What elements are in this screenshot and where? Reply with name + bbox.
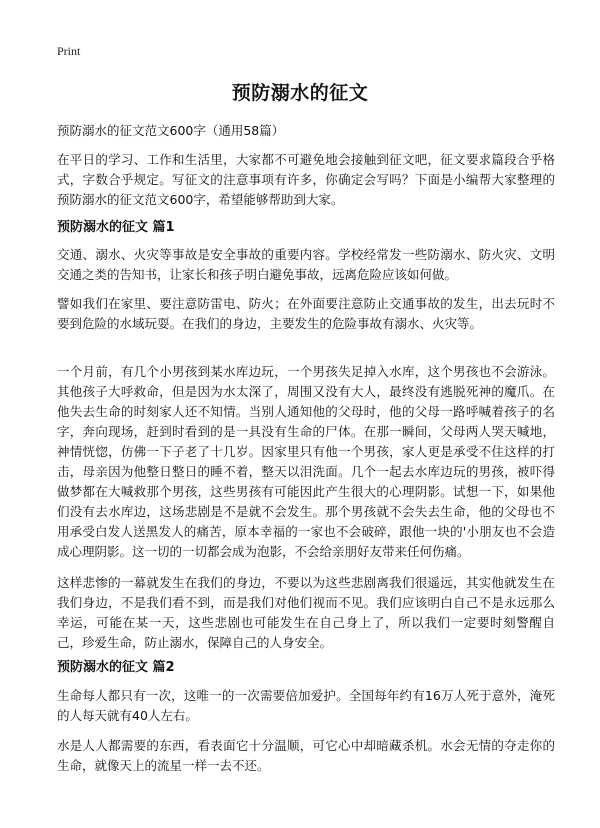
print-link[interactable]: Print <box>57 44 81 58</box>
section-1-paragraph-2: 譬如我们在家里、要注意防雷电、防火；在外面要注意防止交通事故的发生，出去玩时不要到危险的水域玩耍。在我们的身边，主要发生的危险事故有溺水、火灾等。 <box>57 296 555 331</box>
intro-paragraph: 在平日的学习、工作和生活里，大家都不可避免地会接触到征文吧，征文要求篇段合乎格式，字数合乎规定。写征文的注意事项有许多，你确定会写吗？下面是小编帮大家整理的预防溺水的征文范文600字，希望能够帮助到大家。 <box>57 152 555 207</box>
article-subtitle: 预防溺水的征文范文600字（通用58篇） <box>57 123 285 138</box>
section-1-paragraph-4: 这样悲惨的一幕就发生在我们的身边，不要以为这些悲剧离我们很遥远，其实他就发生在我们身边，不是我们看不到，而是我们对他们视而不见。我们应该明白自己不是永远那么幸运，可能在某一天，这些悲剧也可能发生在自己身上了，所以我们一定要时刻警醒自己，珍爱生命，防止溺水，保障自己的人身安全。 <box>57 575 555 650</box>
page-title: 预防溺水的征文 <box>231 82 369 104</box>
section-heading-1: 预防溺水的征文 篇1 <box>57 220 175 235</box>
section-heading-2: 预防溺水的征文 篇2 <box>57 660 175 675</box>
section-1-paragraph-3: 一个月前，有几个小男孩到某水库边玩，一个男孩失足掉入水库，这个男孩也不会游泳。其他孩子大呼救命，但是因为水太深了，周围又没有大人，最终没有逃脱死神的魔爪。在他失去生命的时刻家人还不知情。当别人通知他的父母时，他的父母一路呼喊着孩子的名字，奔向现场，赶到时看到的是一具没有生命的尸体。在那一瞬间，父母两人哭天喊地，神情恍惚，仿佛一下子老了十几岁。因家里只有他一个男孩，家人更是承受不住这样的打击，母亲因为他整日整日的睡不着，整天以泪洗面。几个一起去水库边玩的男孩，被吓得做梦都在大喊救那个男孩，这些男孩有可能因此产生很大的心理阴影。试想一下，如果他们没有去水库边，这场悲剧是不是就不会发生。那个男孩就不会失去生命，他的父母也不用承受白发人送黑发人的痛苦，原本幸福的一家也不会破碎，跟他一块的'小朋友也不会造成心理阴影。这一切的一切都会成为泡影，不会给亲朋好友带来任何伤痛。 <box>57 364 555 559</box>
section-2-paragraph-1: 生命每人都只有一次，这唯一的一次需要倍加爱护。全国每年约有16万人死于意外，淹死的人每天就有40人左右。 <box>57 688 555 723</box>
section-1-paragraph-1: 交通、溺水、火灾等事故是安全事故的重要内容。学校经常发一些防溺水、防火灾、文明交通之类的告知书，让家长和孩子明白避免事故，远离危险应该如何做。 <box>57 247 555 282</box>
section-2-paragraph-2: 水是人人都需要的东西，看表面它十分温顺，可它心中却暗藏杀机。水会无情的夺走你的生命，就像天上的流星一样一去不还。 <box>57 738 555 773</box>
